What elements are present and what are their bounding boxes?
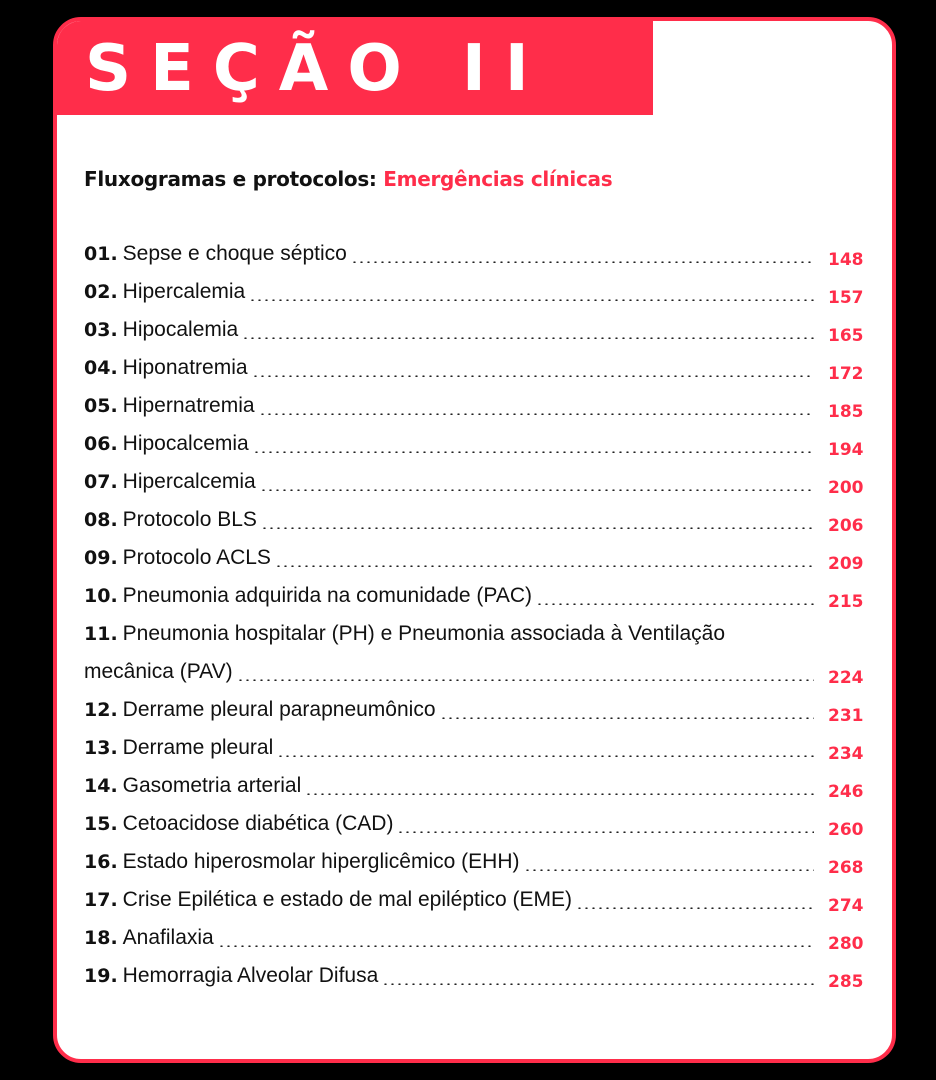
subtitle-highlight: Emergências clínicas: [383, 167, 613, 191]
toc-title: Hiponatremia: [122, 356, 248, 379]
toc-number: 15.: [84, 813, 118, 835]
toc-page: 246: [828, 782, 864, 802]
toc-entry: [84, 235, 347, 273]
toc-title: Hipercalemia: [122, 280, 246, 303]
toc-number: 18.: [84, 927, 118, 949]
toc-entry: [84, 501, 257, 539]
toc-entry: [84, 843, 520, 881]
dot-leader: [249, 299, 814, 301]
toc-item[interactable]: [84, 239, 874, 277]
toc-title: Crise Epilética e estado de mal epiléptico (EME): [122, 888, 573, 911]
toc-item[interactable]: [84, 771, 874, 809]
toc-title-continued: mecânica (PAV): [84, 660, 233, 683]
toc-entry: [84, 653, 233, 691]
toc-item[interactable]: [84, 315, 874, 353]
toc-title: Pneumonia adquirida na comunidade (PAC): [122, 584, 533, 607]
toc-item-line-1[interactable]: [84, 619, 874, 657]
dot-leader: [397, 831, 814, 833]
toc-item-line-2[interactable]: [84, 657, 874, 695]
dot-leader: [261, 527, 814, 529]
toc-entry: [84, 311, 238, 349]
toc-entry: [84, 425, 249, 463]
toc-page: 215: [828, 592, 864, 612]
toc-entry: [84, 349, 248, 387]
toc-item[interactable]: [84, 961, 874, 999]
dot-leader: [242, 337, 814, 339]
toc-title: Hipernatremia: [122, 394, 255, 417]
section-title: SEÇÃO II: [85, 32, 548, 106]
toc-title: Cetoacidose diabética (CAD): [122, 812, 394, 835]
toc-page: 206: [828, 516, 864, 536]
toc-page: 165: [828, 326, 864, 346]
toc-page: 268: [828, 858, 864, 878]
toc-title: Protocolo ACLS: [122, 546, 271, 569]
toc-item[interactable]: [84, 923, 874, 961]
toc-entry: [84, 615, 725, 653]
section-banner: [57, 21, 653, 115]
toc-entry: [84, 577, 532, 615]
toc-number: 04.: [84, 357, 118, 379]
toc-number: 12.: [84, 699, 118, 721]
toc-number: 14.: [84, 775, 118, 797]
toc-title: Derrame pleural: [122, 736, 274, 759]
toc-page: 200: [828, 478, 864, 498]
toc-title: Hipercalcemia: [122, 470, 256, 493]
dot-leader: [253, 451, 814, 453]
toc-item[interactable]: [84, 695, 874, 733]
toc-page: 157: [828, 288, 864, 308]
dot-leader: [536, 603, 814, 605]
toc-title: Derrame pleural parapneumônico: [122, 698, 436, 721]
toc-page: 231: [828, 706, 864, 726]
toc-title: Protocolo BLS: [122, 508, 257, 531]
toc-number: 16.: [84, 851, 118, 873]
toc-number: 08.: [84, 509, 118, 531]
toc-page: 224: [828, 668, 864, 688]
toc-title: Pneumonia hospitalar (PH) e Pneumonia associada à Ventilação: [122, 622, 726, 645]
dot-leader: [351, 261, 814, 263]
dot-leader: [440, 717, 814, 719]
toc-page: 148: [828, 250, 864, 270]
toc-page: 185: [828, 402, 864, 422]
toc-page: 172: [828, 364, 864, 384]
toc-number: 06.: [84, 433, 118, 455]
toc-page: 260: [828, 820, 864, 840]
toc-title: Hipocalemia: [122, 318, 239, 341]
toc-item[interactable]: [84, 543, 874, 581]
dot-leader: [382, 983, 814, 985]
toc-entry: [84, 729, 273, 767]
toc-item[interactable]: [84, 505, 874, 543]
toc-item[interactable]: [84, 429, 874, 467]
toc-item[interactable]: [84, 467, 874, 505]
toc-item[interactable]: [84, 277, 874, 315]
toc-item[interactable]: [84, 809, 874, 847]
dot-leader: [305, 793, 814, 795]
toc-number: 07.: [84, 471, 118, 493]
toc-page: 194: [828, 440, 864, 460]
dot-leader: [277, 755, 814, 757]
toc-number: 03.: [84, 319, 118, 341]
dot-leader: [218, 945, 814, 947]
section-card: [53, 17, 896, 1063]
toc-number: 09.: [84, 547, 118, 569]
toc-page: 274: [828, 896, 864, 916]
toc-item[interactable]: [84, 391, 874, 429]
toc-number: 17.: [84, 889, 118, 911]
dot-leader: [237, 679, 814, 681]
toc-number: 19.: [84, 965, 118, 987]
toc-page: 285: [828, 972, 864, 992]
toc-number: 02.: [84, 281, 118, 303]
toc-entry: [84, 957, 378, 995]
subtitle-prefix: Fluxogramas e protocolos:: [84, 167, 377, 191]
dot-leader: [252, 375, 814, 377]
toc-page: 234: [828, 744, 864, 764]
toc-entry: [84, 539, 271, 577]
toc-number: 05.: [84, 395, 118, 417]
toc-entry: [84, 805, 393, 843]
toc-entry: [84, 691, 436, 729]
toc-number: 10.: [84, 585, 118, 607]
toc-entry: [84, 387, 255, 425]
dot-leader: [259, 413, 814, 415]
toc-entry: [84, 767, 301, 805]
toc-title: Estado hiperosmolar hiperglicêmico (EHH): [122, 850, 520, 873]
toc-entry: [84, 881, 572, 919]
toc-title: Hipocalcemia: [122, 432, 249, 455]
toc-entry: [84, 463, 256, 501]
toc-number: 13.: [84, 737, 118, 759]
toc-title: Anafilaxia: [122, 926, 214, 949]
toc-entry: [84, 919, 214, 957]
toc-entry: [84, 273, 245, 311]
toc-item[interactable]: [84, 885, 874, 923]
section-subtitle: [84, 167, 612, 191]
toc-title: Gasometria arterial: [122, 774, 302, 797]
toc-item[interactable]: [84, 581, 874, 619]
toc-title: Hemorragia Alveolar Difusa: [122, 964, 379, 987]
toc-page: 280: [828, 934, 864, 954]
toc-item[interactable]: [84, 353, 874, 391]
dot-leader: [275, 565, 814, 567]
dot-leader: [576, 907, 814, 909]
toc-page: 209: [828, 554, 864, 574]
toc-item[interactable]: [84, 733, 874, 771]
toc-title: Sepse e choque séptico: [122, 242, 347, 265]
dot-leader: [524, 869, 815, 871]
toc-item[interactable]: [84, 847, 874, 885]
dot-leader: [260, 489, 814, 491]
toc-number: 01.: [84, 243, 118, 265]
toc-number: 11.: [84, 623, 118, 645]
